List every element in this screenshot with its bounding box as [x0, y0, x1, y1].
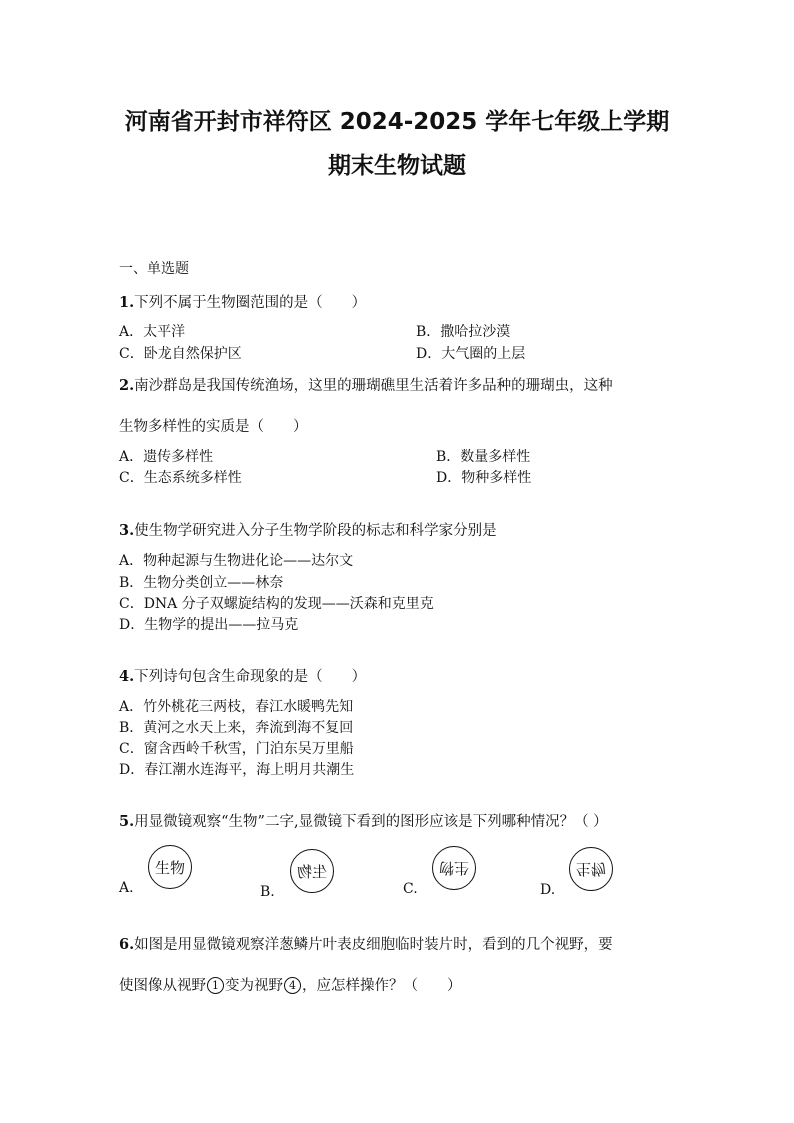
question-number: 2.	[119, 377, 135, 394]
question-text: 如图是用显微镜观察洋葱鳞片叶表皮细胞临时装片时，看到的几个视野，要	[134, 937, 613, 953]
question-number: 5.	[119, 813, 135, 830]
option-a-figure	[148, 845, 192, 889]
option-b: B．数量多样性	[436, 449, 531, 465]
question-text: 变为视野	[225, 978, 283, 994]
option-a-label: A.	[119, 880, 134, 896]
question-text: 用显微镜观察“生物”二字,显微镜下看到的图形应该是下列哪种情况？（ ）	[134, 814, 608, 830]
exam-title-line2: 期末生物试题	[328, 153, 466, 179]
option-c: C．卧龙自然保护区	[119, 346, 242, 362]
question-text: 南沙群岛是我国传统渔场，这里的珊瑚礁里生活着许多品种的珊瑚虫，这种	[134, 378, 613, 394]
option-b-figure	[290, 849, 334, 893]
option-d-label: D.	[540, 882, 556, 898]
question-2-line2: 生物多样性的实质是（ ）	[119, 419, 308, 435]
question-number: 3.	[119, 522, 135, 539]
option-c: C．DNA 分子双螺旋结构的发现——沃森和克里克	[119, 596, 434, 612]
question-number: 4.	[119, 668, 135, 685]
question-number: 1.	[119, 294, 135, 311]
question-2	[119, 374, 613, 395]
section-heading: 一、单选题	[119, 261, 189, 277]
option-b: B．撒哈拉沙漠	[416, 324, 511, 340]
question-6-line2	[119, 974, 462, 995]
question-6	[119, 933, 613, 954]
exam-title-line1: 河南省开封市祥符区 2024-2025 学年七年级上学期	[124, 109, 670, 135]
option-b-label: B.	[260, 884, 275, 900]
option-d: D．生物学的提出——拉马克	[119, 617, 299, 633]
option-d: D．物种多样性	[436, 470, 532, 486]
option-c: C．生态系统多样性	[119, 470, 242, 486]
question-4	[119, 665, 366, 686]
question-text: 使图像从视野	[119, 978, 206, 994]
figure-text-flipped: 生物	[575, 859, 606, 878]
option-a: A．遗传多样性	[119, 449, 214, 465]
question-text: 下列不属于生物圈范围的是（ ）	[134, 295, 367, 311]
question-5	[119, 810, 608, 831]
question-text: ，应怎样操作？（ ）	[302, 978, 462, 994]
option-a: A．物种起源与生物进化论——达尔文	[119, 553, 354, 569]
circled-number-1: 1	[207, 977, 224, 994]
option-c-figure	[432, 846, 476, 890]
option-a: A．太平洋	[119, 324, 186, 340]
question-text: 使生物学研究进入分子生物学阶段的标志和科学家分别是	[134, 523, 497, 539]
question-1	[119, 291, 366, 312]
option-c: C．窗含西岭千秋雪，门泊东吴万里船	[119, 741, 354, 757]
option-d-figure	[569, 847, 613, 891]
option-b: B．黄河之水天上来，奔流到海不复回	[119, 720, 354, 736]
figure-text-rotated: 生物	[438, 858, 469, 877]
option-d: D．大气圈的上层	[416, 346, 526, 362]
question-text: 下列诗句包含生命现象的是（ ）	[134, 669, 367, 685]
option-d: D．春江潮水连海平，海上明月共潮生	[119, 762, 355, 778]
figure-text-mirrored: 生物	[296, 862, 327, 881]
circled-number-4: 4	[284, 977, 301, 994]
option-a: A．竹外桃花三两枝，春江水暖鸭先知	[119, 699, 354, 715]
question-number: 6.	[119, 936, 135, 953]
question-3	[119, 519, 497, 540]
option-c-label: C.	[403, 881, 418, 897]
option-b: B．生物分类创立——林奈	[119, 575, 284, 591]
figure-text-upright: 生物	[154, 858, 185, 877]
exam-title	[0, 100, 794, 188]
